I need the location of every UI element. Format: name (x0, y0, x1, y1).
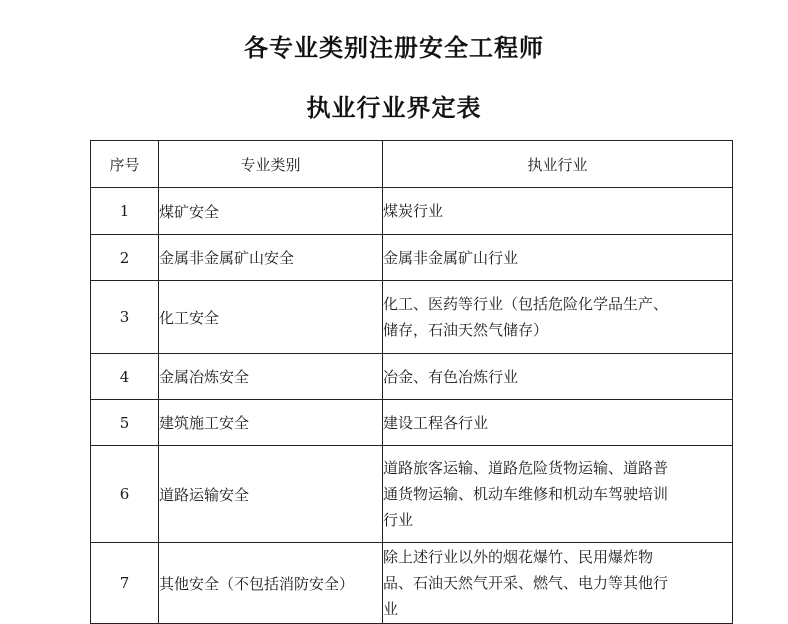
table-row (91, 543, 733, 624)
table-row (91, 446, 733, 543)
row-number: 4 (91, 354, 159, 400)
industry-line: 煤炭行业 (383, 202, 444, 220)
table-row (91, 354, 733, 400)
document-subtitle: 执业行业界定表 (306, 94, 482, 122)
table-row (91, 235, 733, 281)
row-category: 化工安全 (159, 281, 383, 354)
industry-line: 化工、医药等行业（包括危险化学品生产、 (383, 295, 669, 313)
industry-line: 品、石油天然气开采、燃气、电力等其他行 (383, 574, 669, 592)
industry-line: 建设工程各行业 (383, 413, 489, 432)
industry-line: 金属非金属矿山行业 (383, 248, 519, 267)
row-industry (383, 235, 733, 281)
row-number: 6 (91, 446, 159, 543)
table-row (91, 281, 733, 354)
row-industry (383, 281, 733, 354)
table-row (91, 188, 733, 235)
industry-table (90, 140, 733, 624)
row-industry (383, 188, 733, 235)
industry-line: 冶金、有色冶炼行业 (383, 367, 519, 386)
header-industry: 执业行业 (383, 141, 733, 188)
row-industry (383, 446, 733, 543)
row-number: 1 (91, 188, 159, 235)
industry-line: 通货物运输、机动车维修和机动车驾驶培训 (383, 485, 669, 503)
table-row (91, 400, 733, 446)
header-category: 专业类别 (159, 141, 383, 188)
industry-line: 行业 (383, 511, 414, 529)
industry-line: 储存，石油天然气储存） (383, 321, 549, 339)
row-category: 金属非金属矿山安全 (159, 235, 383, 281)
row-industry (383, 543, 733, 624)
row-industry (383, 400, 733, 446)
industry-line: 道路旅客运输、道路危险货物运输、道路普 (383, 459, 669, 477)
row-number: 7 (91, 543, 159, 624)
header-number: 序号 (91, 141, 159, 188)
industry-line: 除上述行业以外的烟花爆竹、民用爆炸物 (383, 548, 654, 566)
table-header-row (91, 141, 733, 188)
row-category: 煤矿安全 (159, 188, 383, 235)
industry-line: 业 (383, 600, 399, 618)
row-category: 其他安全（不包括消防安全） (159, 543, 383, 624)
row-category: 建筑施工安全 (159, 400, 383, 446)
document-title: 各专业类别注册安全工程师 (244, 34, 544, 62)
row-number: 5 (91, 400, 159, 446)
row-category: 道路运输安全 (159, 446, 383, 543)
row-number: 3 (91, 281, 159, 354)
row-number: 2 (91, 235, 159, 281)
row-category: 金属冶炼安全 (159, 354, 383, 400)
row-industry (383, 354, 733, 400)
